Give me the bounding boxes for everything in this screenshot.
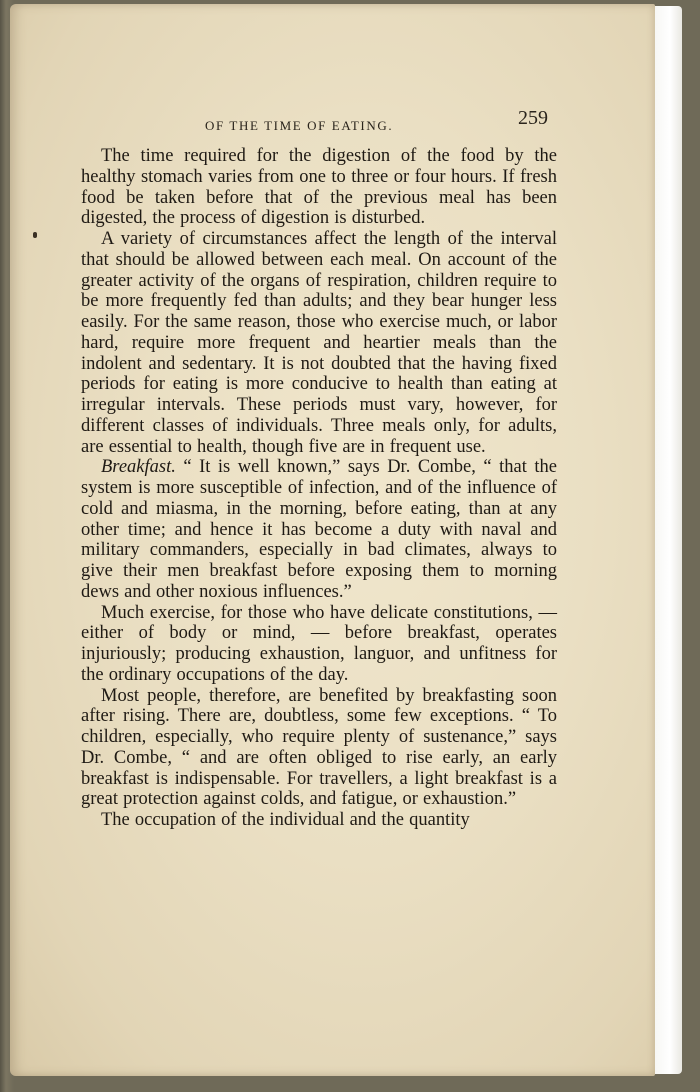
paragraph-5: Most people, therefore, are benefited by breakfasting soon after rising. There are, doubtless, some few exceptions. “ To children, especially, who require plenty of sustenance,” says Dr. Combe, “ and are often obliged to rise early, an early breakfast is indispensable. For travellers, a light breakfast is a great protection against colds, and fatigue, or exhaustion.” xyxy=(81,685,557,810)
margin-ink-mark xyxy=(33,232,37,238)
paragraph-3 xyxy=(81,457,557,602)
breakfast-heading: Breakfast. xyxy=(101,457,176,478)
running-title: OF THE TIME OF EATING. xyxy=(205,118,394,133)
body-text xyxy=(81,146,557,831)
paragraph-4: Much exercise, for those who have delicate constitutions, — either of body or mind, — before breakfast, operates injuriously; producing exhaustion, languor, and unfitness for the ordinary occupations of the day. xyxy=(81,602,557,685)
paragraph-1: The time required for the digestion of the food by the healthy stomach varies from one to three or four hours. If fresh food be taken before that of the previous meal has been digested, the process of digestion is disturbed. xyxy=(81,146,557,229)
paragraph-6: The occupation of the individual and the quantity xyxy=(101,810,470,830)
paragraph-2: A variety of circumstances affect the length of the interval that should be allowed between each meal. On account of the greater activity of the organs of respiration, children require to be more frequently fed than adults; and they bear hunger less easily. For the same reason, those who exercise much, or labor hard, require more frequent and heartier meals than the indolent and sedentary. It is not doubted that the having fixed periods for eating is more conducive to health than eating at irregular intervals. These periods must vary, however, for different classes of individuals. Three meals only, for adults, are essential to health, though five are in frequent use. xyxy=(81,229,557,457)
page-number: 259 xyxy=(518,107,548,129)
paragraph-3-text: “ It is well known,” says Dr. Combe, “ that the system is more susceptible of infection, and of the influence of cold and miasma, in the morning, before eating, than at any other time; and hence it has become a duty with naval and military commanders, especially in bad climates, always to give their men breakfast before exposing them to morning dews and other noxious influences.” xyxy=(81,457,557,602)
